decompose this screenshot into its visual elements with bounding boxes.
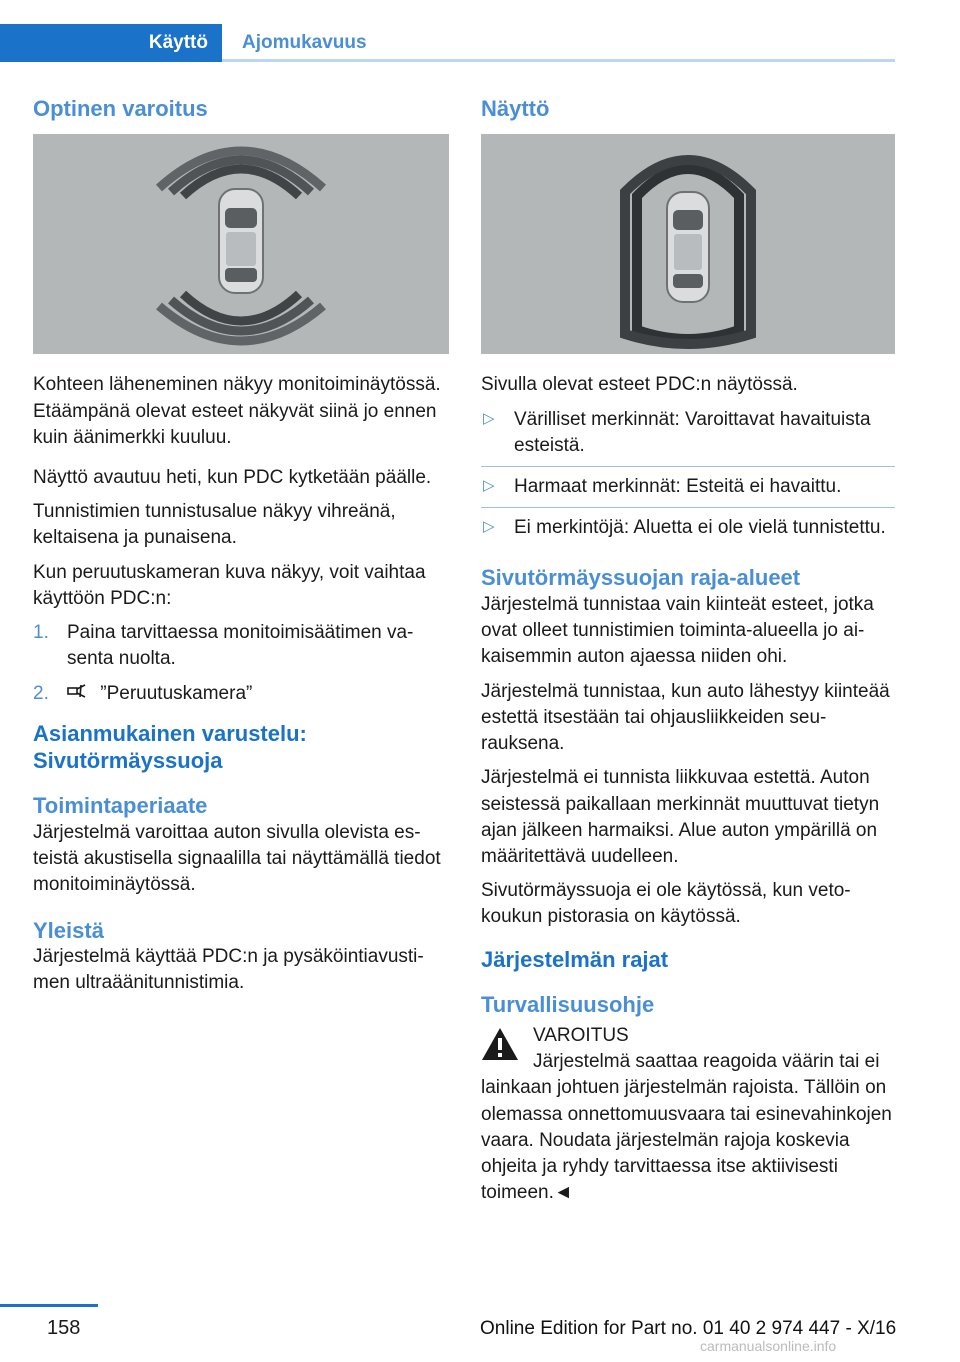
warning-label: VAROITUS <box>533 1024 629 1046</box>
heading-system-limits: Järjestelmän rajat <box>481 946 669 972</box>
header-divider <box>222 59 895 62</box>
step-number: 1. <box>33 622 49 644</box>
list-item <box>481 407 895 467</box>
pdc-figure-side <box>481 134 895 354</box>
page-header <box>0 0 960 64</box>
steps-list <box>33 620 449 707</box>
paragraph-area-1: Järjestelmä tunnistaa vain kiinteät esteet, jotka ovat olleet tunnistimien toiminta-alueella jo aikaisemmin auton ajaessa niiden ohi. <box>481 593 874 668</box>
triangle-right-icon: ▷ <box>483 409 495 427</box>
paragraph-area-2: Järjestelmä tunnistaa, kun auto lähestyy kiinteää estettä itsestään tai ohjausliikkeiden seurauksena. <box>481 680 890 755</box>
paragraph-general: Järjestelmä käyttää PDC:n ja pysäköintiavustimen ultraäänitunnistimia. <box>33 946 424 994</box>
edition-text: Online Edition for Part no. 01 40 2 974 447 - X/16 <box>480 1318 897 1339</box>
triangle-right-icon: ▷ <box>483 518 495 536</box>
heading-principle: Toimintaperiaate <box>33 793 208 819</box>
heading-limits-area: Sivutörmäyssuojan raja-alueet <box>481 565 801 591</box>
paragraph-sensor-colors: Tunnistimien tunnistusalue näkyy vihreänä, keltaisena ja punaisena. <box>33 501 396 549</box>
list-item-text: Harmaat merkinnät: Esteitä ei havaittu. <box>514 476 842 498</box>
step-text: Paina tarvittaessa monitoimisäätimen vasenta nuolta. <box>67 622 414 670</box>
heading-safety: Turvallisuusohje <box>481 992 655 1018</box>
camera-icon <box>67 681 89 707</box>
paragraph-approach: Kohteen läheneminen näkyy monitoiminäytössä. Etäämpänä olevat esteet näkyvät siinä jo ennen kuin äänimerkki kuuluu. <box>33 374 441 448</box>
list-item-text: Ei merkintöjä: Aluetta ei ole vielä tunnistettu. <box>514 517 886 539</box>
paragraph-principle: Järjestelmä varoittaa auton sivulla olevista esteistä akustisella signaalilla tai näyttämällä tiedot monitoiminäytössä. <box>33 821 441 896</box>
list-item-text: Värilliset merkinnät: Varoittavat havaituista esteistä. <box>514 408 871 456</box>
paragraph-area-3: Järjestelmä ei tunnista liikkuvaa estettä. Auton seistessä paikallaan merkinnät muuttuvat tietyn ajan jälkeen harmaiksi. Alue auton ympärillä on määritettävä uudelleen. <box>481 767 880 867</box>
warning-text-content: Järjestelmä saattaa reagoida väärin tai ei lainkaan johtuen järjestelmän rajoista. Tällöin on olemassa onnettomuusvaara tai esinevahinkojen vaara. Noudata järjestelmän rajoja koskevia ohjeita ja ryhdy tarvittaessa itse aktiivisesti toimeen.◄ <box>481 1051 892 1204</box>
step-text: ”Peruutuskamera” <box>100 682 253 704</box>
watermark: carmanualsonline.info <box>700 1338 837 1354</box>
tab-ajomukavuus[interactable]: Ajomukavuus <box>242 32 367 53</box>
heading-display: Näyttö <box>481 96 550 121</box>
warning-text <box>481 1049 895 1206</box>
step-number: 2. <box>33 682 49 704</box>
left-column <box>33 96 449 1005</box>
page-number: 158 <box>47 1317 81 1339</box>
warning-icon <box>481 1027 519 1061</box>
step-item <box>33 681 449 707</box>
paragraph-area-4: Sivutörmäyssuoja ei ole käytössä, kun vetokoukun pistorasia on käytössä. <box>481 880 851 928</box>
tab-kaytto[interactable]: Käyttö <box>0 24 222 62</box>
paragraph-switch-pdc: Kun peruutuskameran kuva näkyy, voit vaihtaa käyttöön PDC:n: <box>33 561 426 609</box>
right-column <box>481 96 895 1214</box>
heading-general: Yleistä <box>33 917 104 943</box>
warning-block <box>481 1023 895 1049</box>
marking-list <box>481 407 895 549</box>
list-item <box>481 474 895 508</box>
pdc-figure-optical <box>33 134 449 354</box>
paragraph-side-obstacles: Sivulla olevat esteet PDC:n näytössä. <box>481 374 798 396</box>
list-item <box>481 515 895 548</box>
heading-equipment: Asianmukainen varustelu: Sivutörmäyssuoja <box>33 720 307 773</box>
heading-optical-warning: Optinen varoitus <box>33 96 208 121</box>
triangle-right-icon: ▷ <box>483 477 495 495</box>
paragraph-display-opens: Näyttö avautuu heti, kun PDC kytketään päälle. <box>33 467 432 489</box>
footer-divider <box>0 1304 98 1307</box>
step-item <box>33 620 449 672</box>
